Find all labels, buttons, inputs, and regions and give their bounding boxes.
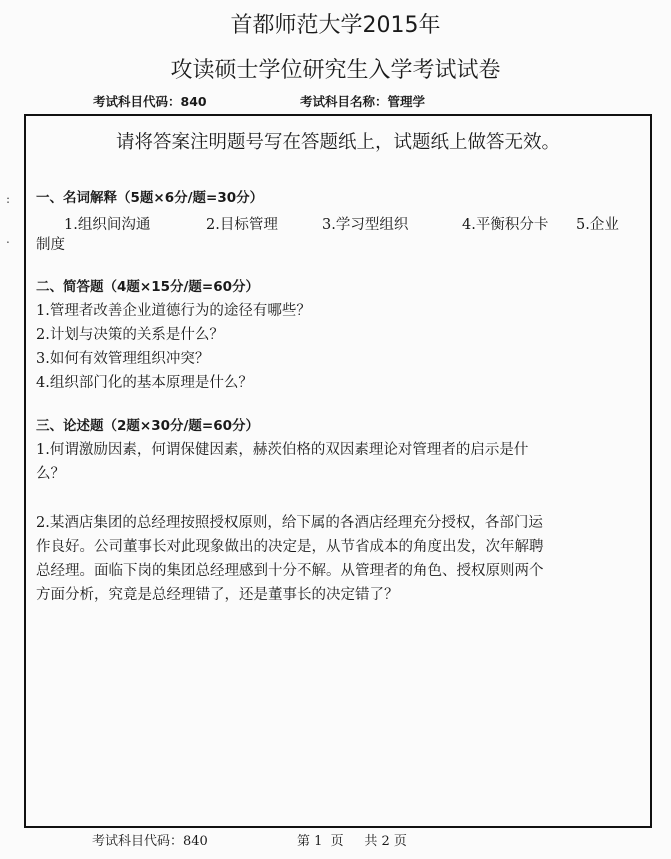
term-item: 5.企业 <box>576 217 619 233</box>
term-item: 4.平衡积分卡 <box>462 217 549 233</box>
essay-question-1-line: 1.何谓激励因素，何谓保健因素，赫茨伯格的双因素理论对管理者的启示是什 <box>36 442 529 458</box>
essay-question-2-line: 2.某酒店集团的总经理按照授权原则，给下属的各酒店经理充分授权，各部门运 <box>36 515 543 531</box>
term-item: 3.学习型组织 <box>322 217 409 233</box>
section-1-heading: 一、名词解释（5题×6分/题=30分） <box>36 190 264 206</box>
subject-name-label: 考试科目名称：管理学 <box>300 94 426 109</box>
term-item: 2.目标管理 <box>206 217 278 233</box>
essay-question-2-line: 总经理。面临下岗的集团总经理感到十分不解。从管理者的角色、授权原则两个 <box>36 563 544 579</box>
essay-question-2-line: 方面分析，究竟是总经理错了，还是董事长的决定错了？ <box>36 587 399 603</box>
section-2-heading: 二、简答题（4题×15分/题=60分） <box>36 279 260 295</box>
margin-mark: . <box>6 232 10 246</box>
footer-subject-code: 考试科目代码：840 <box>92 834 208 849</box>
short-answer-question: 4.组织部门化的基本原理是什么？ <box>36 375 253 391</box>
answer-notice: 请将答案注明题号写在答题纸上，试题纸上做答无效。 <box>115 132 560 153</box>
subject-code-label: 考试科目代码：840 <box>93 94 207 109</box>
exam-content-box <box>24 114 652 828</box>
term-item-continuation: 制度 <box>36 237 65 253</box>
short-answer-question: 3.如何有效管理组织冲突？ <box>36 351 210 367</box>
exam-title-paper: 攻读硕士学位研究生入学考试试卷 <box>170 58 501 83</box>
footer-page-info: 第 1 页 共 2 页 <box>297 834 407 849</box>
term-item: 1.组织间沟通 <box>64 217 151 233</box>
exam-title-university-year: 首都师范大学2015年 <box>230 13 441 38</box>
essay-question-2-line: 作良好。公司董事长对此现象做出的决定是，从节省成本的角度出发，次年解聘 <box>36 539 544 555</box>
short-answer-question: 2.计划与决策的关系是什么？ <box>36 327 224 343</box>
essay-question-1-line: 么？ <box>36 466 65 482</box>
section-3-heading: 三、论述题（2题×30分/题=60分） <box>36 418 260 434</box>
short-answer-question: 1.管理者改善企业道德行为的途径有哪些？ <box>36 303 311 319</box>
margin-mark: : <box>6 192 11 206</box>
